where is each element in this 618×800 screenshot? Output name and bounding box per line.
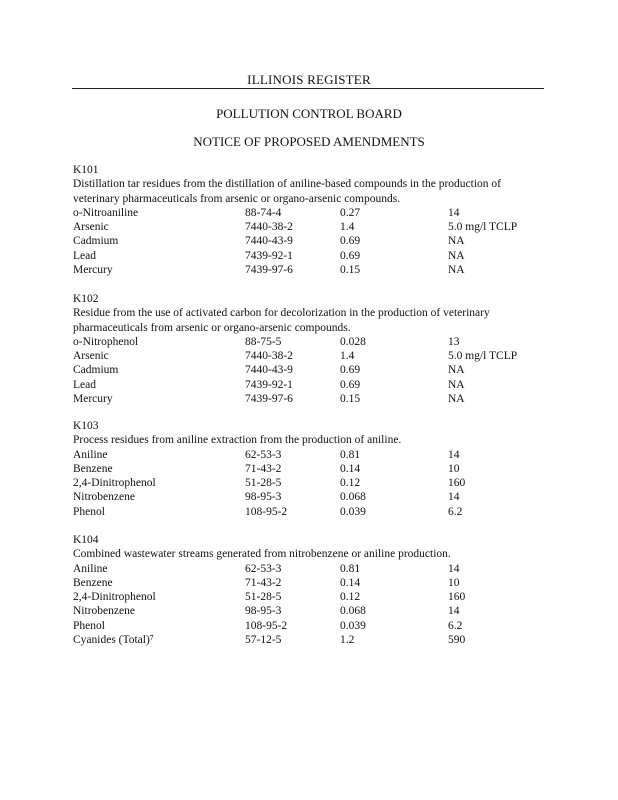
constituent-name: Lead	[73, 378, 96, 391]
constituent-name: Cadmium	[73, 235, 119, 248]
table-row	[73, 220, 543, 234]
cas-number: 108-95-2	[245, 619, 288, 632]
wastewater-value: 0.039	[340, 505, 366, 518]
nonwastewater-value: 13	[448, 335, 460, 348]
cas-number: 57-12-5	[245, 634, 282, 647]
cas-number: 88-75-5	[245, 335, 282, 348]
nonwastewater-value: NA	[448, 364, 465, 377]
nonwastewater-value: 10	[448, 576, 460, 589]
wastewater-value: 0.69	[340, 364, 361, 377]
table-row	[73, 590, 543, 604]
header-rule	[72, 88, 544, 89]
waste-section-k102	[73, 292, 543, 406]
table-row	[73, 249, 543, 263]
cas-number: 88-74-4	[245, 206, 282, 219]
wastewater-value: 0.068	[340, 491, 366, 504]
table-row	[73, 363, 543, 377]
wastewater-value: 0.69	[340, 235, 361, 248]
nonwastewater-value: 14	[448, 491, 460, 504]
cas-number: 51-28-5	[245, 477, 282, 490]
table-row	[73, 349, 543, 363]
wastewater-value: 1.2	[340, 634, 355, 647]
constituent-name: Mercury	[73, 393, 113, 406]
wastewater-value: 0.028	[340, 335, 366, 348]
cas-number: 7440-43-9	[245, 235, 293, 248]
nonwastewater-value: 10	[448, 462, 460, 475]
wastewater-value: 0.12	[340, 477, 361, 490]
table-row	[73, 505, 543, 519]
table-row	[73, 263, 543, 277]
constituent-name: 2,4-Dinitrophenol	[73, 591, 156, 604]
wastewater-value: 0.27	[340, 206, 361, 219]
table-row	[73, 462, 543, 476]
constituent-name: Mercury	[73, 264, 113, 277]
constituent-name: Phenol	[73, 619, 105, 632]
cas-number: 7440-43-9	[245, 364, 293, 377]
cas-number: 7440-38-2	[245, 221, 293, 234]
waste-description: Residue from the use of activated carbon for decolorization in the production of veterinary pharmaceuticals from arsenic or organo-arsenic compounds.	[73, 307, 490, 334]
notice-title: NOTICE OF PROPOSED AMENDMENTS	[193, 134, 425, 149]
table-row	[73, 562, 543, 576]
waste-code: K104	[73, 534, 99, 546]
constituent-name: o-Nitroaniline	[73, 206, 139, 219]
table-row	[73, 335, 543, 349]
cas-number: 7439-92-1	[245, 249, 293, 262]
cas-number: 51-28-5	[245, 591, 282, 604]
table-row	[73, 206, 543, 220]
board-title: POLLUTION CONTROL BOARD	[216, 106, 402, 121]
nonwastewater-value: 6.2	[448, 505, 463, 518]
waste-description: Distillation tar residues from the distillation of aniline-based compounds in the production of veterinary pharmaceuticals from arsenic or organo-arsenic compounds.	[73, 178, 501, 205]
nonwastewater-value: NA	[448, 235, 465, 248]
waste-section-k101	[73, 163, 543, 277]
wastewater-value: 0.14	[340, 462, 361, 475]
wastewater-value: 0.068	[340, 605, 366, 618]
nonwastewater-value: 160	[448, 477, 466, 490]
wastewater-value: 0.81	[340, 448, 361, 461]
nonwastewater-value: NA	[448, 393, 465, 406]
table-row	[73, 604, 543, 618]
table-row	[73, 476, 543, 490]
wastewater-value: 0.12	[340, 591, 361, 604]
cas-number: 108-95-2	[245, 505, 288, 518]
nonwastewater-value: NA	[448, 378, 465, 391]
cas-number: 7439-97-6	[245, 264, 293, 277]
nonwastewater-value: 6.2	[448, 619, 463, 632]
constituent-name: Nitrobenzene	[73, 605, 135, 618]
waste-code: K102	[73, 293, 99, 305]
cas-number: 98-95-3	[245, 605, 282, 618]
wastewater-value: 0.69	[340, 249, 361, 262]
waste-section-k104	[73, 533, 543, 647]
nonwastewater-value: NA	[448, 249, 465, 262]
wastewater-value: 0.15	[340, 393, 361, 406]
nonwastewater-value: NA	[448, 264, 465, 277]
nonwastewater-value: 14	[448, 605, 460, 618]
nonwastewater-value: 5.0 mg/l TCLP	[448, 221, 518, 234]
wastewater-value: 0.14	[340, 576, 361, 589]
constituent-name: o-Nitrophenol	[73, 335, 139, 348]
waste-code: K103	[73, 420, 99, 432]
constituent-name: Benzene	[73, 576, 113, 589]
constituent-name: Nitrobenzene	[73, 491, 135, 504]
constituent-name: Lead	[73, 249, 96, 262]
constituent-name: Arsenic	[73, 350, 109, 363]
constituent-name: Benzene	[73, 462, 113, 475]
constituent-name: Arsenic	[73, 221, 109, 234]
waste-code: K101	[73, 164, 99, 176]
nonwastewater-value: 14	[448, 206, 460, 219]
table-row	[73, 576, 543, 590]
table-row	[73, 633, 543, 647]
constituent-name: Cadmium	[73, 364, 119, 377]
register-title: ILLINOIS REGISTER	[247, 72, 371, 87]
wastewater-value: 1.4	[340, 350, 355, 363]
cas-number: 7440-38-2	[245, 350, 293, 363]
cas-number: 98-95-3	[245, 491, 282, 504]
constituent-name: 2,4-Dinitrophenol	[73, 477, 156, 490]
nonwastewater-value: 160	[448, 591, 466, 604]
table-row	[73, 234, 543, 248]
cas-number: 62-53-3	[245, 448, 282, 461]
table-row	[73, 490, 543, 504]
table-row	[73, 619, 543, 633]
table-row	[73, 392, 543, 406]
cas-number: 7439-97-6	[245, 393, 293, 406]
table-row	[73, 378, 543, 392]
cas-number: 71-43-2	[245, 576, 282, 589]
cas-number: 71-43-2	[245, 462, 282, 475]
wastewater-value: 0.15	[340, 264, 361, 277]
nonwastewater-value: 14	[448, 562, 460, 575]
constituent-name: Phenol	[73, 505, 105, 518]
wastewater-value: 1.4	[340, 221, 355, 234]
waste-description: Combined wastewater streams generated from nitrobenzene or aniline production.	[73, 548, 451, 561]
constituent-name: Aniline	[73, 448, 108, 461]
nonwastewater-value: 5.0 mg/l TCLP	[448, 350, 518, 363]
wastewater-value: 0.81	[340, 562, 361, 575]
wastewater-value: 0.69	[340, 378, 361, 391]
cas-number: 62-53-3	[245, 562, 282, 575]
cas-number: 7439-92-1	[245, 378, 293, 391]
constituent-name: Cyanides (Total)⁷	[73, 634, 154, 647]
waste-description: Process residues from aniline extraction from the production of aniline.	[73, 434, 402, 447]
table-row	[73, 448, 543, 462]
waste-section-k103	[73, 419, 543, 519]
nonwastewater-value: 590	[448, 634, 466, 647]
constituent-name: Aniline	[73, 562, 108, 575]
nonwastewater-value: 14	[448, 448, 460, 461]
wastewater-value: 0.039	[340, 619, 366, 632]
